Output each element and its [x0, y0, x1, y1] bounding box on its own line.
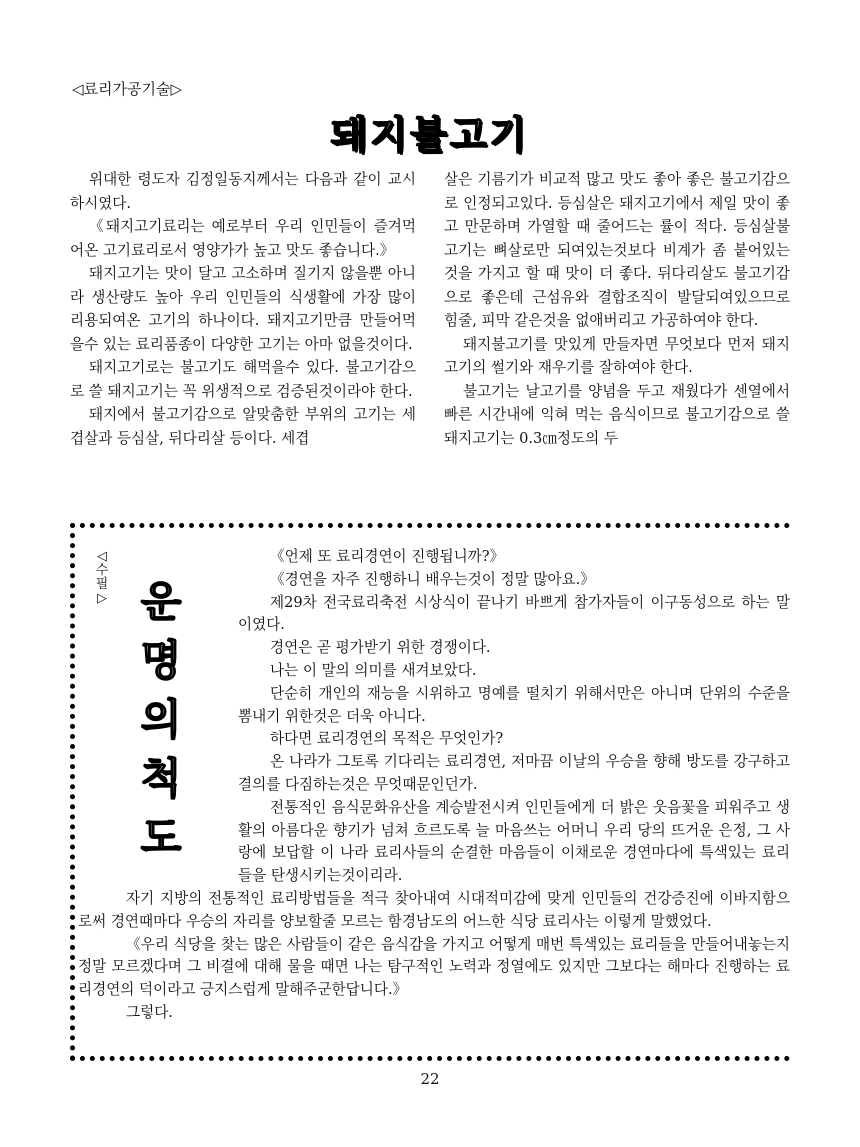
essay-title-char: 척	[140, 754, 182, 803]
essay-border-bottom	[70, 1056, 790, 1061]
essay-body	[78, 546, 790, 1025]
paragraph: 경연은 곧 평가받기 위한 경쟁이다.	[270, 639, 491, 657]
paragraph: 온 나라가 그토록 기다리는 료리경연, 저마끔 이날의 우승을 향해 방도를 강구하고 결의를 다짐하는것은 무엇때문인던가.	[238, 753, 790, 793]
right-column	[444, 168, 790, 450]
essay-border-top	[70, 523, 790, 528]
paragraph: 돼지고기는 맛이 달고 고소하며 질기지 않을뿐 아니라 생산량도 높아 우리 인민들의 식생활에 가장 많이 리용되여온 고기의 하나이다. 돼지고기만큼 만들어먹을수 있는 료리품종이 다양한 고기는 아마 없을것이다.	[70, 265, 416, 353]
essay-tag-char: ◁	[97, 549, 107, 564]
paragraph: 《경연을 자주 진행하니 배우는것이 정말 많아요.》	[270, 570, 595, 588]
paragraph: 전통적인 음식문화유산을 계승발전시켜 인민들에게 더 밝은 웃음꽃을 피워주고 생활의 아름다운 향기가 넘쳐 흐르도록 늘 마음쓰는 어머니 우리 당의 뜨거운 은정, 그 사랑에 보답할 이 나라 료리사들의 순결한 마음들이 이채로운 경연마다에 특색있는 료리들을 탄생시키는것이리라.	[238, 798, 790, 885]
paragraph: 위대한 령도자 김정일동지께서는 다음과 같이 교시하시였다.	[70, 171, 416, 212]
paragraph: 제29차 전국료리축전 시상식이 끝나기 바쁘게 참가자들이 이구동성으로 하는 말이였다.	[238, 593, 790, 634]
paragraph: 《언제 또 료리경연이 진행됩니까?》	[270, 548, 505, 565]
page-number: 22	[420, 1070, 440, 1088]
paragraph: 하다면 료리경연의 목적은 무엇인가?	[270, 730, 504, 748]
paragraph: 《우리 식당을 찾는 많은 사람들이 같은 음식감을 가지고 어떻게 매번 특색있는 료리들을 만들어내놓는지 정말 모르겠다며 그 비결에 대해 물을 때면 나는 탐구적인 노력과 정열에도 있지만 그보다는 해마다 진행하는 료리경연의 덕이라고 긍지스럽게 말해주군한답니다.》	[78, 935, 790, 999]
paragraph: 돼지불고기를 맛있게 만들자면 무엇보다 먼저 돼지고기의 썰기와 재우기를 잘하여야 한다.	[444, 335, 790, 376]
paragraph: 살은 기름기가 비교적 많고 맛도 좋아 좋은 불고기감으로 인정되고있다. 등심살은 돼지고기에서 제일 맛이 좋고 만문하며 가열할 때 줄어드는 률이 적다. 등심살불고기는 뼈살로만 되여있는것보다 비계가 좀 붙어있는것을 가지고 할 때 맛이 더 좋다. 뒤다리살도 불고기감으로 좋은데 근섬유와 결합조직이 발달되여있으므로 힘줄, 피막 같은것을 없애버리고 가공하여야 한다.	[444, 171, 790, 329]
essay-title-char: 도	[140, 813, 182, 862]
paragraph: 단순히 개인의 재능을 시위하고 명예를 떨치기 위해서만은 아니며 단위의 수준을 뽐내기 위한것은 더욱 아니다.	[238, 684, 790, 725]
essay-title-char: 운	[140, 577, 182, 626]
article-title: 돼지불고기	[330, 113, 530, 157]
essay-title-char: 명	[140, 636, 182, 685]
essay-tag-char: ▷	[97, 591, 107, 606]
paragraph: 나는 이 말의 의미를 새겨보았다.	[270, 661, 477, 679]
paragraph: 그렇다.	[126, 1003, 173, 1021]
left-column	[70, 168, 416, 450]
paragraph: 돼지고기로는 불고기도 해먹을수 있다. 불고기감으로 쓸 돼지고기는 꼭 위생적으로 검증된것이라야 한다.	[70, 359, 416, 400]
paragraph: 불고기는 날고기를 양념을 두고 재웠다가 센열에서 빠른 시간내에 익혀 먹는 음식이므로 불고기감으로 쓸 돼지고기는 0.3㎝정도의 두	[444, 382, 790, 447]
essay-tag-char: 필	[95, 577, 109, 592]
essay-border-left	[70, 523, 75, 1061]
essay-title-char: 의	[140, 695, 182, 744]
section-label: ◁료리가공기술▷	[72, 80, 183, 98]
paragraph: 돼지에서 불고기감으로 알맞춤한 부위의 고기는 세겹살과 등심살, 뒤다리살 등이다. 세겹	[70, 406, 416, 447]
essay-tag-char: 수	[95, 563, 109, 578]
paragraph: 자기 지방의 전통적인 료리방법들을 적극 찾아내여 시대적미감에 맞게 인민들의 건강증진에 이바지함으로써 경연때마다 우승의 자리를 양보할줄 모르는 함경남도의 어느한 식당 료리사는 이렇게 말했었다.	[78, 889, 790, 930]
paragraph: 《돼지고기료리는 예로부터 우리 인민들이 즐겨먹어온 고기료리로서 영양가가 높고 맛도 좋습니다.》	[70, 218, 416, 259]
